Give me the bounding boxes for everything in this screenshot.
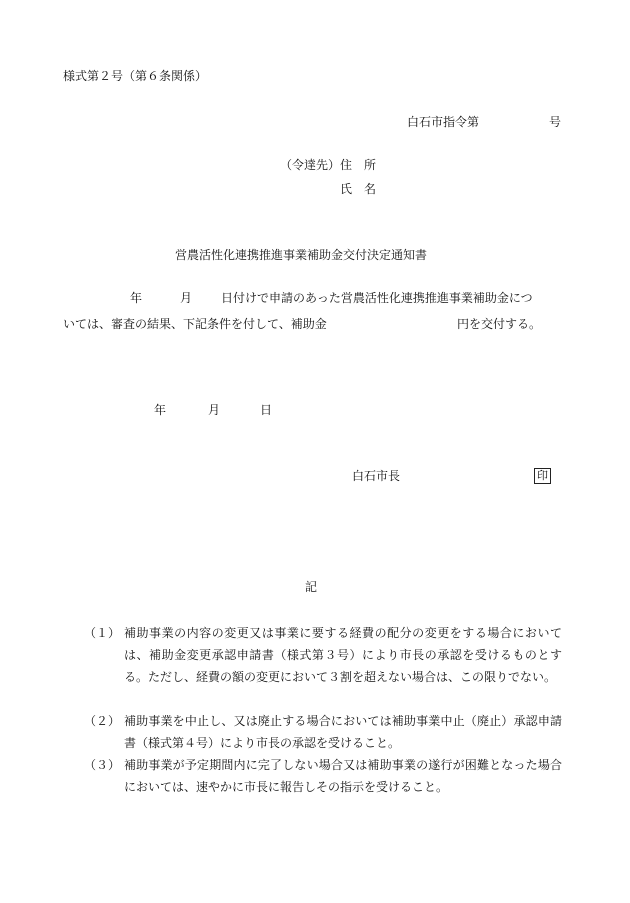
address-label: 住 所 (340, 158, 377, 172)
condition-item (84, 754, 562, 798)
form-label: 様式第２号（第６条関係） (63, 69, 208, 83)
body-line1: 日付けで申請のあった営農活性化連携推進事業補助金につ (221, 291, 533, 305)
date-month-label: 月 (208, 403, 221, 417)
body-line2-suffix: 円を交付する。 (457, 317, 542, 331)
condition-item (84, 622, 562, 688)
date-day-label: 日 (260, 403, 273, 417)
issuer-name: 白石市長 (352, 469, 401, 483)
condition-text: 補助事業を中止し、又は廃止する場合においては補助事業中止（廃止）承認申請書（様式第４号）により市長の承認を受けること。 (124, 714, 562, 750)
seal-icon: 印 (534, 468, 551, 484)
condition-text: 補助事業が予定期間内に完了しない場合又は補助事業の遂行が困難となった場合においては、速やかに市長に報告しその指示を受けること。 (124, 758, 562, 794)
condition-text: 補助事業の内容の変更又は事業に要する経費の配分の変更をする場合においては、補助金変更承認申請書（様式第３号）により市長の承認を受けるものとする。ただし、経費の額の変更において３割を超えない場合は、この限りでない。 (124, 626, 562, 684)
condition-item (84, 710, 562, 754)
notes-heading: 記 (305, 580, 318, 594)
condition-number: （３） (84, 758, 121, 772)
seal-mark (534, 468, 551, 484)
name-label: 氏 名 (340, 182, 377, 196)
document-title: 営農活性化連携推進事業補助金交付決定通知書 (175, 248, 428, 262)
body-year-label: 年 (130, 291, 143, 305)
date-year-label: 年 (154, 403, 167, 417)
document-number-suffix: 号 (549, 115, 562, 129)
condition-number: （２） (84, 714, 121, 728)
body-month-label: 月 (180, 291, 193, 305)
body-line2-prefix: いては、審査の結果、下記条件を付して、補助金 (63, 317, 327, 331)
addressee-label: （令達先） (280, 158, 341, 172)
condition-number: （１） (84, 626, 121, 640)
document-number-prefix: 白石市指令第 (407, 115, 480, 129)
